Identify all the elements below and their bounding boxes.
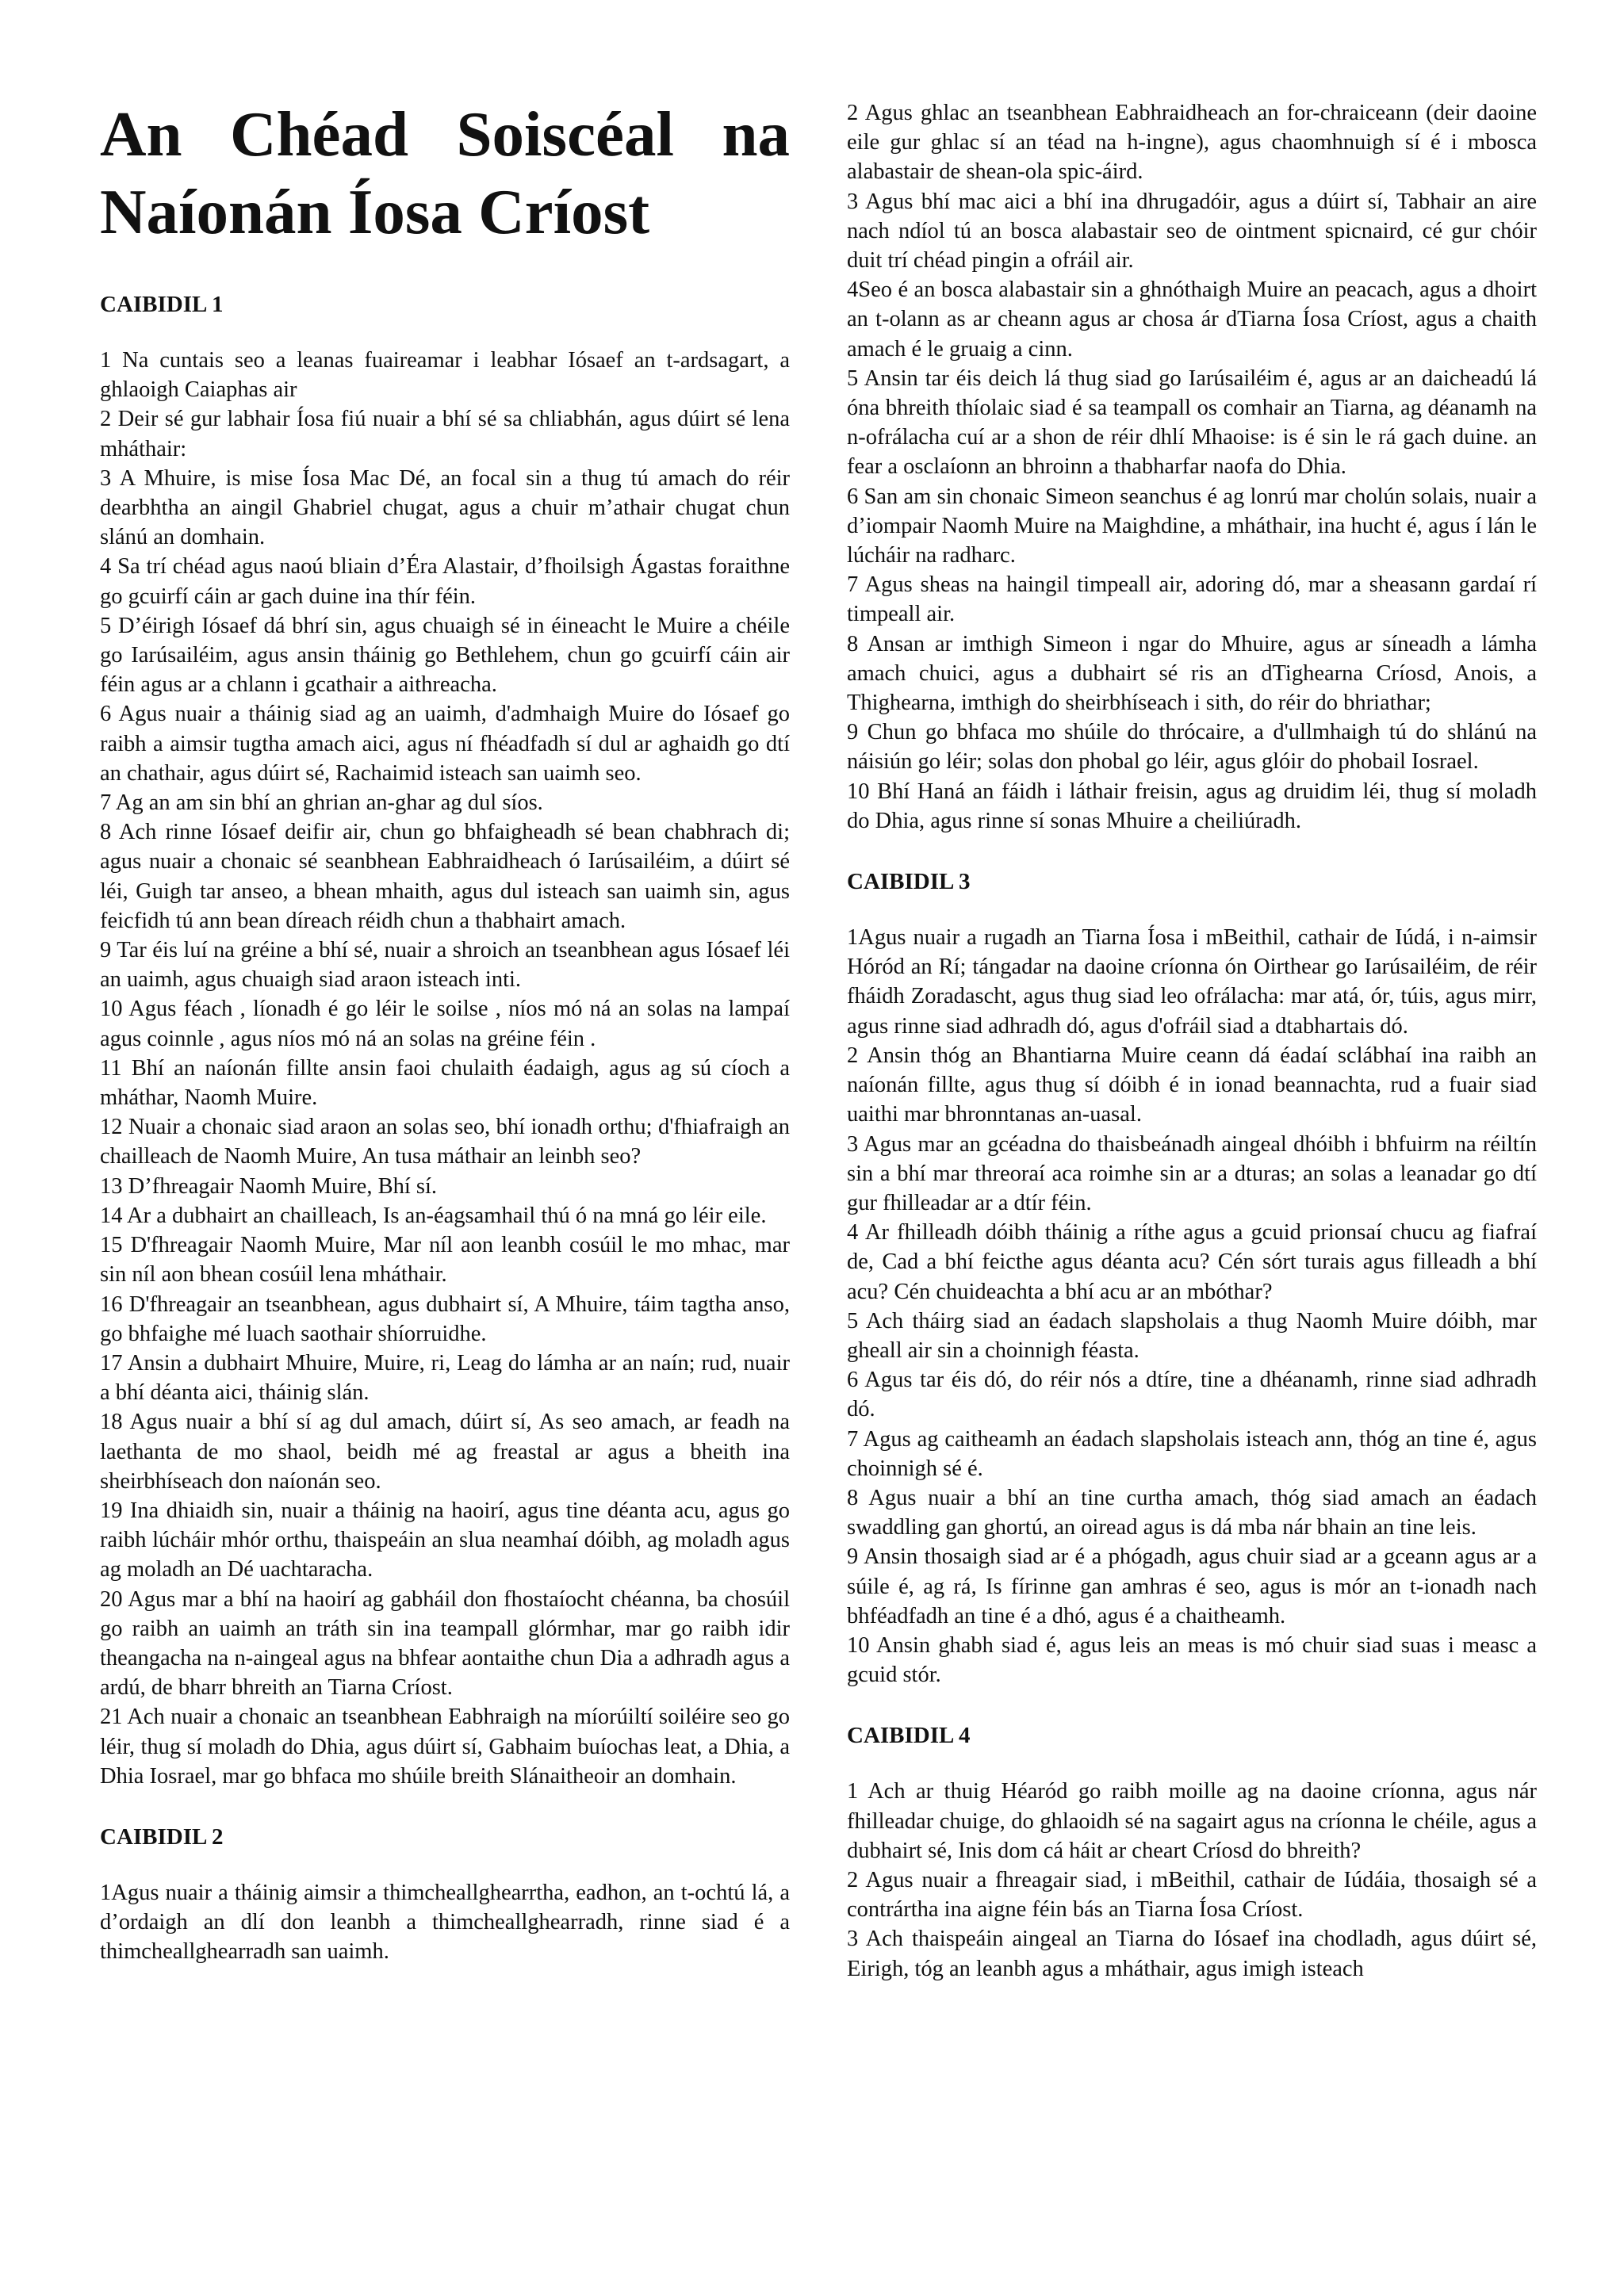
verse-paragraph: 12 Nuair a chonaic siad araon an solas seo, bhí ionadh orthu; d'fhiafraigh an chailleach de Naomh Muire, An tusa máthair an leinbh seo? [100, 1115, 790, 1169]
verse-paragraph: 18 Agus nuair a bhí sí ag dul amach, dúirt sí, As seo amach, ar feadh na laethanta de mo shaol, beidh mé ag freastal ar agus a bheith ina sheirbhíseach don naíonán seo. [100, 1410, 790, 1494]
verse-paragraph: 6 San am sin chonaic Simeon seanchus é ag lonrú mar cholún solais, nuair a d’iompair Naomh Muire na Maighdine, a mháthair, ina hucht é, agus í lán le lúcháir na radharc. [847, 484, 1537, 568]
verse-paragraph: 3 A Mhuire, is mise Íosa Mac Dé, an focal sin a thug tú amach do réir dearbhtha an aingil Ghabriel chugat, agus a chuir m’athair chugat chun slánú an domhain. [100, 465, 790, 550]
verse-paragraph: 3 Agus mar an gcéadna do thaisbeánadh aingeal dhóibh i bhfuirm na réiltín sin a bhí mar threoraí aca roimhe sin ar a dturas; an solas a leanadar go dtí gur fhilleadar ar a dtír féin. [847, 1131, 1537, 1215]
verse-paragraph: 1 Ach ar thuig Héaród go raibh moille ag na daoine críonna, agus nár fhilleadar chuige, do ghlaoidh sé na sagairt agus na críonna le chéile, agus a dubhairt sé, Inis dom cá háit ar cheart Críosd do bhreith? [847, 1779, 1537, 1863]
verse-paragraph: 1 Na cuntais seo a leanas fuaireamar i leabhar Iósaef an t-ardsagart, a ghlaoigh Caiaphas air [100, 348, 790, 403]
verse-paragraph: 2 Agus nuair a fhreagair siad, i mBeithil, cathair de Iúdáia, thosaigh sé a contrártha ina aigne féin bás an Tiarna Íosa Críost. [847, 1867, 1537, 1923]
right-column [847, 98, 1537, 1984]
verse-paragraph: 19 Ina dhiaidh sin, nuair a tháinig na haoirí, agus tine déanta acu, agus go raibh lúcháir mhór orthu, thaispeáin an slua neamhaí dóibh, ag moladh agus ag moladh an Dé uachtaracha. [100, 1498, 790, 1582]
verse-paragraph: 2 Ansin thóg an Bhantiarna Muire ceann dá éadaí sclábhaí ina raibh an naíonán fillte, agus thug sí dóibh é in ionad beannachta, rud a fuair siad uaithi mar bhronntanas an-uasal. [847, 1043, 1537, 1127]
verse-paragraph: 10 Agus féach , líonadh é go léir le soilse , níos mó ná an solas na lampaí agus coinnle , agus níos mó ná an solas na gréine féin . [100, 997, 790, 1051]
verse-paragraph: 9 Chun go bhfaca mo shúile do thrócaire, a d'ullmhaigh tú do shlánú na náisiún go léir; solas don phobal go léir, agus glóir do phobail Iosrael. [847, 720, 1537, 775]
verse-paragraph: 4 Sa trí chéad agus naoú bliain d’Éra Alastair, d’fhoilsigh Ágastas foraithne go gcuirfí cáin ar gach duine ina thír féin. [100, 554, 790, 609]
document-title: An Chéad Soiscéal na Naíonán Íosa Críost [100, 98, 790, 247]
verse-paragraph: 4 Ar fhilleadh dóibh tháinig a ríthe agus a gcuid prionsaí chucu ag fiafraí de, Cad a bhí feicthe agus déanta acu? Cén sórt turais agus filleadh a bhí acu? Cén chuideachta a bhí acu ar an mbóthar? [847, 1220, 1537, 1304]
verse-paragraph: 3 Agus bhí mac aici a bhí ina dhrugadóir, agus a dúirt sí, Tabhair an aire nach ndíol tú an bosca alabastair seo de ointment spicnaird, cé gur chóir duit trí chéad pingin a ofráil air. [847, 189, 1537, 274]
left-column [100, 95, 790, 1967]
verse-paragraph: 17 Ansin a dubhairt Mhuire, Muire, ri, Leag do lámha ar an naín; rud, nuair a bhí déanta aici, tháinig slán. [100, 1350, 790, 1406]
chapter-heading: CAIBIDIL 4 [847, 1723, 971, 1749]
verse-paragraph: 8 Agus nuair a bhí an tine curtha amach, thóg siad amach an éadach swaddling gan ghortú, an oiread agus is dá mba nár bhain an tine leis. [847, 1485, 1537, 1540]
verse-paragraph: 6 Agus tar éis dó, do réir nós a dtíre, tine a dhéanamh, rinne siad adhradh dó. [847, 1368, 1537, 1422]
verse-paragraph: 1Agus nuair a rugadh an Tiarna Íosa i mBeithil, cathair de Iúdá, i n-aimsir Hóród an Rí; tángadar na daoine críonna ón Oirthear go Iarúsailéim, de réir fháidh Zoradascht, agus thug siad leo ofrálacha: mar atá, ór, túis, agus mirr, agus rinne siad adhradh dó, agus d'ofráil siad a dtabhartais dó. [847, 925, 1537, 1039]
verse-paragraph: 5 Ansin tar éis deich lá thug siad go Iarúsailéim é, agus ar an daicheadú lá óna bhreith thíolaic siad é sa teampall os comhair an Tiarna, ag déanamh na n-ofrálacha cuí ar a shon de réir dhlí Mhaoise: is é sin le rá gach duine. an fear a osclaíonn an bhroinn a thabharfar naofa do Dhia. [847, 365, 1537, 480]
verse-paragraph: 1Agus nuair a tháinig aimsir a thimcheallghearrtha, eadhon, an t-ochtú lá, a d’ordaigh an dlí don leanbh a thimcheallghearradh, rinne siad é a thimcheallghearradh san uaimh. [100, 1880, 790, 1965]
verse-paragraph: 20 Agus mar a bhí na haoirí ag gabháil don fhostaíocht chéanna, ba chosúil go raibh an uaimh an tráth sin ina teampall glórmhar, mar go raibh idir theangacha na n-aingeal agus na bhfear aontaithe chun Dia a adhradh agus a ardú, de bharr bhreith an Tiarna Críost. [100, 1586, 790, 1701]
chapter-heading: CAIBIDIL 1 [100, 292, 224, 317]
verse-paragraph: 13 D’fhreagair Naomh Muire, Bhí sí. [100, 1173, 438, 1199]
chapter-heading: CAIBIDIL 2 [100, 1823, 224, 1850]
verse-paragraph: 7 Agus ag caitheamh an éadach slapsholais isteach ann, thóg an tine é, agus choinnigh sé é. [847, 1426, 1537, 1481]
right-column-body [847, 98, 1537, 1984]
verse-paragraph: 14 Ar a dubhairt an chailleach, Is an-éagsamhail thú ó na mná go léir eile. [100, 1203, 767, 1228]
verse-paragraph: 15 D'fhreagair Naomh Muire, Mar níl aon leanbh cosúil le mo mhac, mar sin níl aon bhean cosúil lena mháthair. [100, 1233, 790, 1288]
verse-paragraph: 3 Ach thaispeáin aingeal an Tiarna do Iósaef ina chodladh, agus dúirt sé, Eirigh, tóg an leanbh agus a mháthair, agus imigh isteach [847, 1927, 1537, 1981]
verse-paragraph: 9 Ansin thosaigh siad ar é a phógadh, agus chuir siad ar a gceann agus ar a súile é, ag rá, Is fírinne gan amhras é seo, agus is mór an t-ionadh nach bhféadfadh an tine é a dhó, agus é a chaitheamh. [847, 1544, 1537, 1628]
verse-paragraph: 7 Ag an am sin bhí an ghrian an-ghar ag dul síos. [100, 790, 543, 816]
verse-paragraph: 9 Tar éis luí na gréine a bhí sé, nuair a shroich an tseanbhean agus Iósaef léi an uaimh, agus chuaigh siad araon isteach inti. [100, 938, 790, 993]
left-column-body [100, 289, 790, 1967]
verse-paragraph: 4Seo é an bosca alabastair sin a ghnóthaigh Muire an peacach, agus a dhoirt an t-olann as ar cheann agus ar chosa ár dTiarna Íosa Críost, agus a chaith amach é le gruaig a cinn. [847, 277, 1537, 362]
verse-paragraph: 10 Ansin ghabh siad é, agus leis an meas is mó chuir siad suas i measc a gcuid stór. [847, 1632, 1537, 1688]
chapter-heading: CAIBIDIL 3 [847, 869, 971, 895]
verse-paragraph: 11 Bhí an naíonán fillte ansin faoi chulaith éadaigh, agus ag sú cíoch a mháthar, Naomh Muire. [100, 1055, 790, 1111]
verse-paragraph: 5 Ach tháirg siad an éadach slapsholais a thug Naomh Muire dóibh, mar gheall air sin a choinnigh féasta. [847, 1308, 1537, 1363]
verse-paragraph: 7 Agus sheas na haingil timpeall air, adoring dó, mar a sheasann gardaí rí timpeall air. [847, 572, 1537, 627]
verse-paragraph: 2 Agus ghlac an tseanbhean Eabhraidheach an for-chraiceann (deir daoine eile gur ghlac sí an téad na h-ingne), agus chaomhnuigh sí é i mbosca alabastair de shean-ola spic-áird. [847, 101, 1537, 185]
verse-paragraph: 16 D'fhreagair an tseanbhean, agus dubhairt sí, A Mhuire, táim tagtha anso, go bhfaighe mé luach saothair shíorruidhe. [100, 1292, 790, 1346]
verse-paragraph: 10 Bhí Haná an fáidh i láthair freisin, agus ag druidim léi, thug sí moladh do Dhia, agus rinne sí sonas Mhuire a cheiliúradh. [847, 779, 1537, 833]
verse-paragraph: 8 Ach rinne Iósaef deifir air, chun go bhfaigheadh sé bean chabhrach di; agus nuair a chonaic sé seanbhean Eabhraidheach ó Iarúsailéim, a dúirt sé léi, Guigh tar anseo, a bhean mhaith, agus dul isteach san uaimh sin, agus feicfidh tú ann bean díreach réidh chun a thabhairt amach. [100, 820, 790, 933]
verse-paragraph: 5 D’éirigh Iósaef dá bhrí sin, agus chuaigh sé in éineacht le Muire a chéile go Iarúsailéim, agus ansin tháinig go Bethlehem, chun go gcuirfí cáin air féin agus ar a chlann i gcathair a aithreacha. [100, 613, 790, 698]
verse-paragraph: 6 Agus nuair a tháinig siad ag an uaimh, d'admhaigh Muire do Iósaef go raibh a aimsir tugtha amach aici, agus ní fhéadfadh sí dul ar aghaidh go dtí an chathair, agus dúirt sé, Rachaimid isteach san uaimh seo. [100, 702, 790, 786]
verse-paragraph: 2 Deir sé gur labhair Íosa fiú nuair a bhí sé sa chliabhán, agus dúirt sé lena mháthair: [100, 407, 790, 461]
verse-paragraph: 21 Ach nuair a chonaic an tseanbhean Eabhraigh na míorúiltí soiléire seo go léir, thug sí moladh do Dhia, agus dúirt sí, Gabhaim buíochas leat, a Dhia, a Dhia Iosrael, mar go bhfaca mo shúile breith Slánaitheoir an domhain. [100, 1705, 790, 1789]
verse-paragraph: 8 Ansan ar imthigh Simeon i ngar do Mhuire, agus ar síneadh a lámha amach chuici, agus a dubhairt sé ris an dTighearna Críosd, Anois, a Thighearna, imthigh do sheirbhíseach i sith, do réir do bhriathar; [847, 631, 1537, 716]
